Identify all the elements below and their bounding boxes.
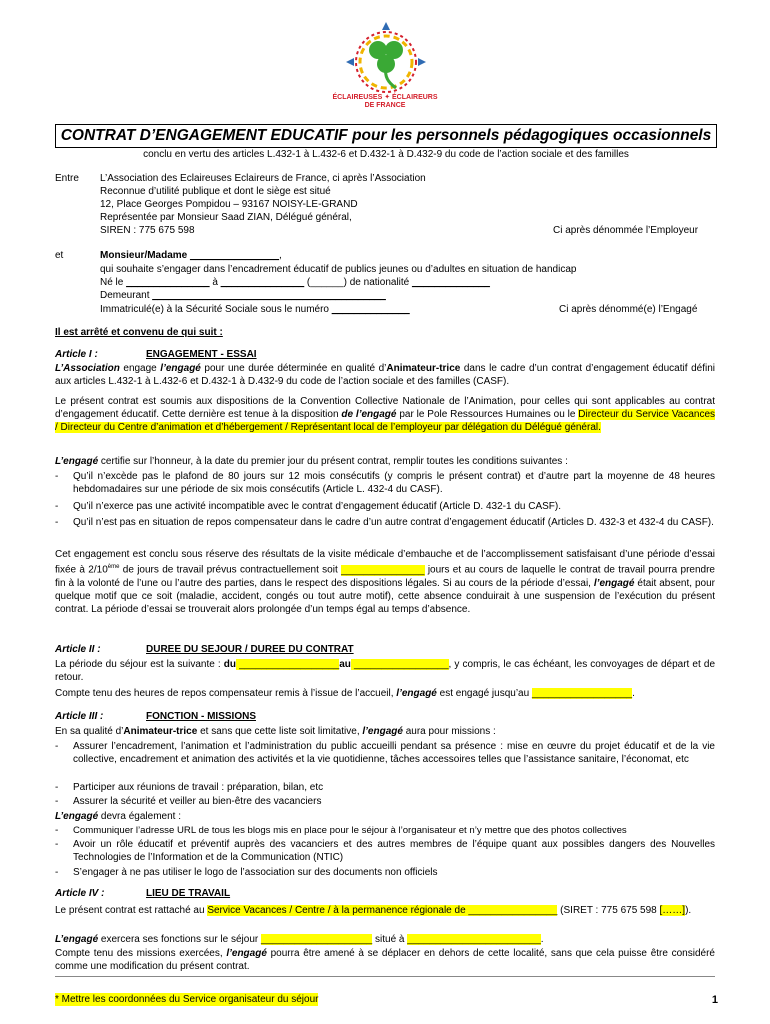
span-text: Compte tenu des heures de repos compensateur remis à l’issue de l’accueil, (55, 688, 397, 699)
article-1-para-4 (55, 548, 715, 616)
span-du: du (223, 659, 236, 670)
immatricule-label: Immatriculé(e) à la Sécurité Sociale sous le numéro (100, 304, 329, 315)
bullet-dash: - (55, 741, 59, 752)
span-au: au (339, 659, 351, 670)
employer-line-5: SIREN : 775 675 598 (100, 225, 195, 236)
address-field[interactable]: __________________________________________ (152, 290, 386, 301)
bullet-dash: - (55, 825, 59, 836)
article-3-bullet-4: Communiquer l’adresse URL de tous les blogs mis en place pour le séjour à l’organisateur et n’y mettre que des photos collectives (73, 825, 627, 836)
span-engage: L’engagé (55, 811, 99, 822)
sejour-field[interactable]: ____________________ (261, 934, 373, 945)
span-text: , y compris, le cas échéant, les convoyages de départ et de retour. (55, 659, 715, 684)
article-1-para-2 (55, 395, 715, 435)
span-text: de jours de travail prévus contractuellement soit (119, 564, 342, 576)
brand-wordmark (320, 94, 450, 110)
bullet-dash: - (55, 796, 59, 807)
article-1-para-3 (55, 455, 715, 468)
span-text: Le présent contrat est soumis aux dispositions de la Convention Collective Nationale de l’Animation, pour celles qui sont applicables au contrat d’engagement éducatif. Cette dernière est tenue à la disposition (55, 396, 715, 421)
article-4-label: Article IV : (55, 888, 105, 899)
engage-line-2: qui souhaite s’engager dans l’encadrement éducatif de publics jeunes ou d’adultes en situation de handicap (100, 264, 577, 275)
entre-label: Entre (55, 173, 79, 184)
span-engage: l’engagé (593, 577, 635, 589)
span-text: pour une durée déterminée en qualité d’ (200, 363, 387, 374)
engage-name-label: Monsieur/Madame (100, 250, 188, 261)
employer-line-3: 12, Place Georges Pompidou – 93167 NOISY-LE-GRAND (100, 199, 358, 210)
span-text: engage (119, 363, 161, 374)
span-text: par le Pole Ressources Humaines ou le (396, 409, 579, 421)
span-animateur: Animateur-trice (123, 726, 198, 737)
address-line (100, 289, 386, 302)
contract-subtitle: conclu en vertu des articles L.432-1 à L.432-6 et D.432-1 à D.432-9 du code de l’action sociale et des familles (143, 149, 629, 160)
footnote: * Mettre les coordonnées du Service organisateur du séjour (55, 994, 319, 1005)
article-4-para-3 (55, 947, 715, 973)
span-text: situé à (372, 934, 408, 945)
end-date-field[interactable]: _________________ (350, 659, 449, 670)
ssn-field[interactable]: ______________ (331, 304, 410, 315)
article-1-heading: ENGAGEMENT - ESSAI (146, 349, 257, 360)
span-animateur: Animateur-trice (386, 363, 461, 374)
bullet-dash: - (55, 839, 59, 850)
footnote-rule (55, 976, 715, 977)
superscript: ème (107, 564, 120, 571)
span-text: était absent, pour quelque motif que ce soit (maladie, accident, congés ou tout autre motif), cette absence conduirait à une suspension de l’exécution du présent contrat. La période d’essai se trouverait alors prolongée d’un temps égal au temps d’absence. (55, 577, 715, 616)
article-3-para-2 (55, 810, 715, 823)
article-4-para-1 (55, 904, 715, 917)
bullet-dash: - (55, 501, 59, 512)
a-label: à (212, 277, 218, 288)
location-field[interactable]: ________________________ (407, 934, 541, 945)
article-3-bullet-6: S’engager à ne pas utiliser le logo de l’association sur des documents non officiels (73, 867, 438, 878)
trial-days-field[interactable]: _______________ (341, 564, 425, 576)
until-date-field[interactable]: __________________ (531, 688, 633, 699)
article-1-label: Article I : (55, 349, 98, 360)
article-3-bullet-2: Participer aux réunions de travail : préparation, bilan, etc (73, 782, 324, 793)
span-engage: l’engagé (396, 688, 437, 699)
span-text: . (540, 934, 544, 945)
ne-le-label: Né le (100, 277, 124, 288)
span-text: dans le cadre d’un contrat d’engagement éducatif défini aux articles L.432-1 à L.432-6 et D.432-1 à D.432-9 du code de l’action sociale et des familles (CASF). (55, 363, 715, 388)
highlight-directeur: Directeur du Service Vacances / Directeur du Centre d’animation et d’hébergement / Représentant local de l’employeur par délégation du Délégué général. (55, 409, 716, 434)
span-text: Cet engagement est conclu sous réserve des résultats de la visite médicale d’embauche et de l’accomplissement satisfaisant d’une période d’essai fixée à 2/10 (55, 549, 715, 576)
bullet-dash: - (55, 782, 59, 793)
birth-place-field[interactable]: _______________ (220, 277, 305, 288)
birth-date-field[interactable]: _______________ (126, 277, 210, 288)
engage-tag: Ci après dénommé(e) l’Engagé (559, 304, 698, 315)
span-text: La période du séjour est la suivante : (55, 659, 224, 670)
article-2-label: Article II : (55, 644, 101, 655)
article-3-label: Article III : (55, 711, 104, 722)
span-engage: L’engagé (55, 456, 99, 467)
ssn-line (100, 303, 410, 316)
article-2-para-1 (55, 658, 715, 684)
span-text: ). (685, 905, 692, 916)
article-2-para-2 (55, 687, 715, 700)
span-text: exercera ses fonctions sur le séjour (98, 934, 262, 945)
span-text: et sans que cette liste soit limitative, (197, 726, 363, 737)
employer-line-2: Reconnue d’utilité publique et dont le siège est situé (100, 186, 331, 197)
arrete-heading: Il est arrêté et convenu de qui suit : (55, 327, 223, 338)
article-1-bullet-1: Qu’il n’excède pas le plafond de 80 jours sur 12 mois consécutifs (y compris le présent contrat) et d’autre part la moyenne de 48 heures hebdomadaires sur une période de six mois consécutifs (Article L. 432-4 du CASF). (73, 471, 715, 496)
article-3-heading: FONCTION - MISSIONS (146, 711, 256, 722)
span-text: est engagé jusqu’au (436, 688, 532, 699)
span-text: En sa qualité d’ (55, 726, 124, 737)
page-number: 1 (711, 994, 718, 1006)
demeurant-label: Demeurant (100, 290, 150, 301)
nationality-field[interactable]: ______________ (412, 277, 490, 288)
span-text: Le présent contrat est rattaché au (55, 905, 208, 916)
article-4-heading: LIEU DE TRAVAIL (146, 888, 231, 899)
span-association: L’Association (55, 363, 120, 374)
span-text: (SIRET : 775 675 598 (557, 905, 660, 916)
span-text: jours et au cours de laquelle le contrat de travail pourra prendre fin à la volonté de l’une ou l’autre des parties, dans le respect des dispositions légales. Si au cours de la période d’essai, (55, 564, 715, 589)
article-1-bullet-2: Qu’il n’exerce pas une activité incompatible avec le contrat d’engagement éducatif (Article D. 432-1 du CASF). (73, 501, 562, 512)
span-text: pourra être amené à se déplacer en dehors de cette localité, sans que cela puisse être considéré comme une modification du présent contrat. (55, 948, 715, 973)
span-text: . (632, 688, 635, 699)
article-3-bullet-3: Assurer la sécurité et veiller au bien-être des vacanciers (73, 796, 322, 807)
comma: , (279, 250, 282, 261)
birth-line (100, 276, 490, 289)
employer-line-4: Représentée par Monsieur Saad ZIAN, Délégué général, (100, 212, 352, 223)
article-2-heading: DUREE DU SEJOUR / DUREE DU CONTRAT (146, 644, 354, 655)
span-engage: l’engagé (160, 363, 201, 374)
span-text: aura pour missions : (402, 726, 496, 737)
article-1-bullet-3: Qu’il n’est pas en situation de repos compensateur dans le cadre d’un autre contrat d’engagement éducatif (Articles D. 432-3 et 432-4 du CASF). (73, 517, 714, 528)
highlight-service: Service Vacances / Centre / à la permanence régionale de (207, 905, 466, 916)
birth-dept-field[interactable]: (______) (306, 277, 347, 288)
span-engage: l’engagé (362, 726, 403, 737)
contract-title: CONTRAT D’ENGAGEMENT EDUCATIF pour les personnels pédagogiques occasionnels (55, 124, 717, 148)
employer-tag: Ci après dénommée l’Employeur (553, 225, 699, 236)
article-4-para-2 (55, 933, 715, 946)
bullet-dash: - (55, 517, 59, 528)
span-engage: L’engagé (55, 934, 99, 945)
employer-line-1: L’Association des Eclaireuses Eclaireurs de France, ci après l’Association (100, 173, 426, 184)
article-3-bullet-1: Assurer l’encadrement, l’animation et l’administration du public accueilli pendant sa présence : mise en œuvre du projet éducatif et de la vie collective, encadrement et animation des activités et la vie quotidienne, tâches accessoires telles que l’assistance sanitaire, l’économat, etc (73, 741, 715, 766)
span-text: devra également : (98, 811, 181, 822)
siret-suffix-field[interactable]: [……] (659, 905, 686, 916)
bullet-dash: - (55, 867, 59, 878)
brand-line-2: DE FRANCE (364, 102, 406, 109)
span-text: certifie sur l’honneur, à la date du premier jour du présent contrat, remplir toutes les conditions suivantes : (98, 456, 568, 467)
region-field[interactable]: ________________ (465, 905, 558, 916)
brand-line-1: ÉCLAIREUSES ✦ ÉCLAIREURS (332, 94, 438, 101)
engage-name-line (100, 249, 282, 262)
article-1-para-1 (55, 362, 715, 388)
article-3-bullet-5: Avoir un rôle éducatif et préventif auprès des vacanciers et des autres membres de l’équipe quant aux possibles dangers des Nouvelles Technologies de l’Information et de la Communication (NTIC) (73, 839, 715, 864)
article-3-para-1 (55, 725, 715, 738)
start-date-field[interactable]: __________________ (236, 659, 340, 670)
et-label: et (55, 250, 64, 261)
span-text: Compte tenu des missions exercées, (55, 948, 227, 959)
span-engage: de l’engagé (341, 409, 397, 421)
bullet-dash: - (55, 471, 59, 482)
nationalite-label: de nationalité (349, 277, 410, 288)
engage-name-field[interactable]: ________________ (190, 250, 280, 261)
span-engage: l’engagé (226, 948, 267, 959)
